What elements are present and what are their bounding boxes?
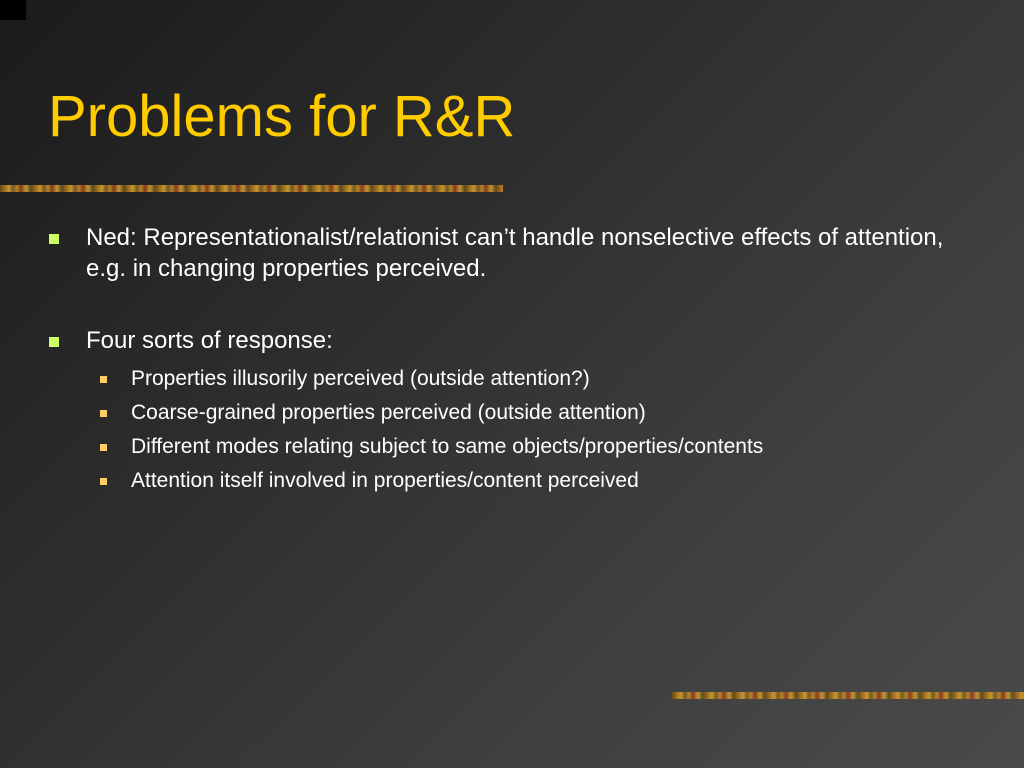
bullet-item — [48, 325, 968, 356]
bullet-text: Four sorts of response: — [86, 327, 333, 354]
title-underline-rule — [0, 185, 503, 192]
square-sub-bullet-icon — [100, 376, 107, 383]
sub-bullet-list — [48, 362, 968, 498]
sub-bullet-text: Attention itself involved in properties/content perceived — [131, 469, 639, 492]
square-sub-bullet-icon — [100, 444, 107, 451]
square-sub-bullet-icon — [100, 478, 107, 485]
sub-bullet-item — [48, 430, 968, 464]
corner-mark — [0, 0, 26, 20]
square-sub-bullet-icon — [100, 410, 107, 417]
bullet-item — [48, 222, 968, 284]
sub-bullet-item — [48, 396, 968, 430]
sub-bullet-text: Coarse-grained properties perceived (outside attention) — [131, 401, 646, 424]
slide-title: Problems for R&R — [48, 84, 516, 149]
square-bullet-icon — [49, 337, 59, 347]
sub-bullet-item — [48, 464, 968, 498]
sub-bullet-text: Properties illusorily perceived (outside attention?) — [131, 367, 590, 390]
sub-bullet-text: Different modes relating subject to same objects/properties/contents — [131, 435, 764, 458]
square-bullet-icon — [49, 234, 59, 244]
sub-bullet-item — [48, 362, 968, 396]
bottom-decorative-rule — [672, 692, 1024, 699]
bullet-text: Ned: Representationalist/relationist can’t handle nonselective effects of attention, e.g. in changing properties perceived. — [86, 224, 944, 282]
slide-body — [48, 222, 968, 498]
